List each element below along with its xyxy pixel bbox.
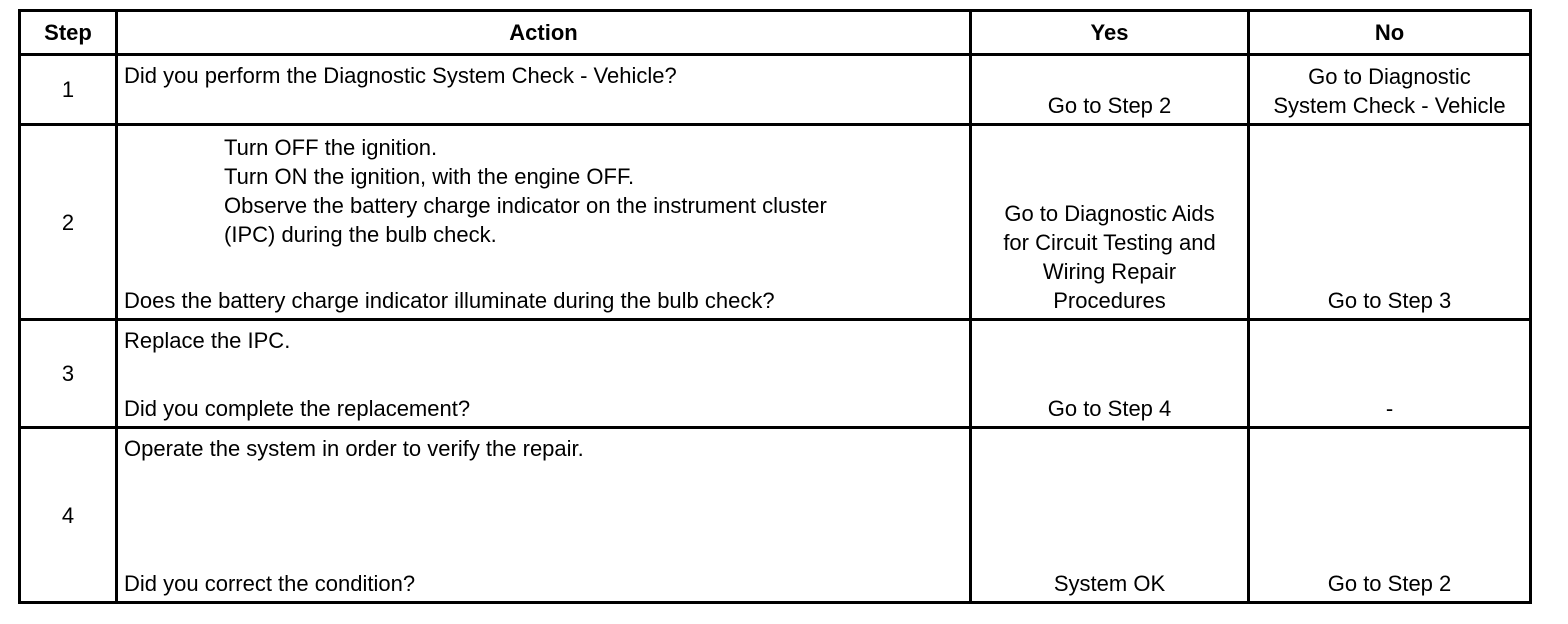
table-row [21,321,1529,429]
header-yes: Yes [972,12,1250,53]
header-step: Step [21,12,118,53]
action-cell [118,126,972,318]
header-action: Action [118,12,972,53]
yes-cell [972,56,1250,123]
question-text: Does the battery charge indicator illuminate during the bulb check? [124,288,775,313]
action-cell [118,56,972,123]
substep-item: Turn OFF the ignition. [224,135,438,160]
action-text: Operate the system in order to verify the repair. [124,436,584,461]
yes-cell [972,126,1250,318]
no-text-line: Go to Diagnostic [1308,64,1471,89]
no-cell [1250,321,1529,426]
no-text: - [1385,396,1394,421]
no-text: Go to Step 2 [1327,571,1452,596]
yes-text-line: Wiring Repair [1042,259,1177,284]
header-no: No [1374,20,1405,45]
action-cell [118,321,972,426]
yes-text-line: for Circuit Testing and [1003,230,1216,255]
step-number: 2 [21,126,118,318]
action-cell [118,429,972,601]
action-text: Did you perform the Diagnostic System Check - Vehicle? [124,63,677,88]
step-number: 4 [21,429,118,601]
yes-text: Go to Step 2 [1047,93,1172,118]
diagnostic-table [18,9,1532,604]
no-cell [1250,429,1529,601]
table-row [21,429,1529,601]
no-text: Go to Step 3 [1327,288,1452,313]
table-row [21,126,1529,321]
substep-item: Turn ON the ignition, with the engine OFF. [224,164,635,189]
no-text-line: System Check - Vehicle [1273,93,1506,118]
step-number: 3 [21,321,118,426]
yes-text-line: Go to Diagnostic Aids [1004,201,1215,226]
no-cell [1250,126,1529,318]
no-cell [1250,56,1529,123]
yes-text: System OK [1053,571,1166,596]
yes-text-line: Procedures [1053,288,1166,313]
action-text: Replace the IPC. [124,328,291,353]
yes-cell [972,429,1250,601]
substep-list [224,133,929,249]
question-text: Did you complete the replacement? [124,396,471,421]
yes-cell [972,321,1250,426]
table-header-row [21,12,1529,56]
yes-text: Go to Step 4 [1047,396,1172,421]
table-row [21,56,1529,126]
step-number: 1 [21,56,118,123]
substep-item: Observe the battery charge indicator on the instrument cluster [224,193,827,218]
question-text: Did you correct the condition? [124,571,416,596]
substep-item: (IPC) during the bulb check. [224,222,497,247]
